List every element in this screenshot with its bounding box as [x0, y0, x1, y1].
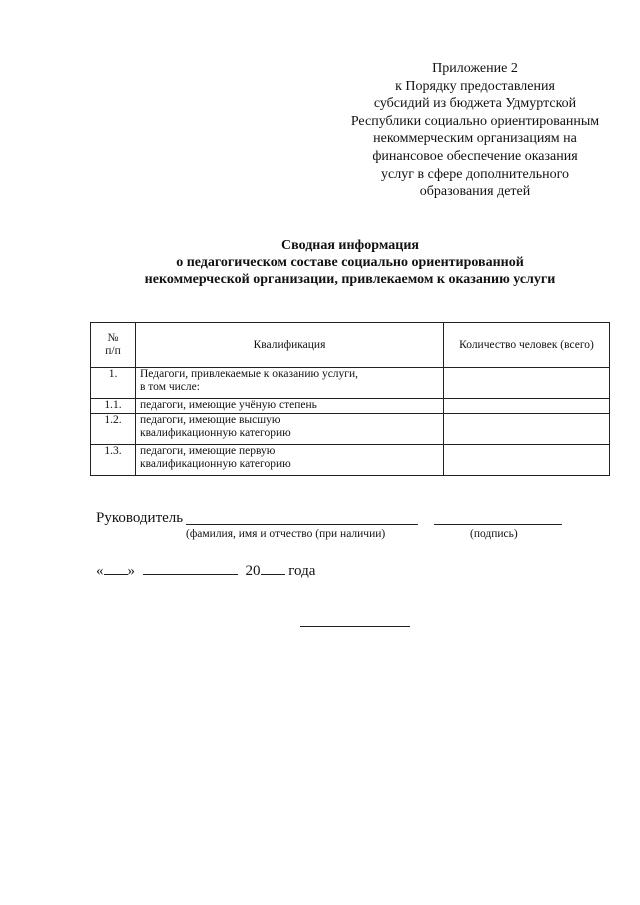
signature-field-line[interactable] — [434, 524, 562, 525]
row-num: 1.1. — [91, 399, 136, 414]
day-field-line[interactable] — [104, 561, 128, 575]
staff-table — [90, 322, 610, 476]
header-qualification: Квалификация — [136, 323, 444, 368]
title-line: некоммерческой организации, привлекаемом к оказанию услуги — [144, 272, 556, 287]
signature-hint: (подпись) — [470, 528, 518, 540]
month-field-line[interactable] — [143, 561, 238, 575]
year-suffix: года — [288, 563, 316, 579]
row-text-line: в том числе: — [140, 381, 200, 393]
date-open-quote: « — [96, 563, 104, 579]
title-line: о педагогическом составе социально ориентированной — [176, 255, 524, 270]
header-num-symbol: № — [107, 332, 119, 344]
row-count-cell[interactable] — [444, 445, 610, 476]
header-num-label: п/п — [105, 345, 121, 357]
row-count-cell[interactable] — [444, 399, 610, 414]
row-text-line: квалификационную категорию — [140, 427, 291, 439]
row-text-line: квалификационную категорию — [140, 458, 291, 470]
header-count: Количество человек (всего) — [444, 323, 610, 368]
row-qualification — [136, 445, 444, 476]
table-header-row — [91, 323, 610, 368]
row-qualification — [136, 399, 444, 414]
row-text-line: Педагоги, привлекаемые к оказанию услуги, — [140, 368, 359, 380]
row-text-line: педагоги, имеющие высшую — [140, 414, 281, 426]
row-text-line: педагоги, имеющие первую — [140, 445, 276, 457]
closing-divider — [300, 626, 410, 627]
header-num — [91, 323, 136, 368]
appendix-line: финансовое обеспечение оказания — [372, 148, 578, 164]
appendix-line: субсидий из бюджета Удмуртской — [373, 96, 577, 112]
row-num: 1. — [91, 368, 136, 399]
row-qualification — [136, 414, 444, 445]
year-field-line[interactable] — [261, 561, 285, 575]
name-hint: (фамилия, имя и отчество (при наличии) — [186, 528, 386, 540]
row-num: 1.2. — [91, 414, 136, 445]
year-prefix: 20 — [245, 563, 261, 579]
row-qualification — [136, 368, 444, 399]
table-row — [91, 399, 610, 414]
name-field-line[interactable] — [186, 524, 418, 525]
appendix-line: к Порядку предоставления — [395, 78, 555, 94]
appendix-header — [330, 60, 620, 201]
appendix-line: образования детей — [419, 184, 531, 200]
table-row — [91, 368, 610, 399]
date-close-quote: » — [127, 563, 135, 579]
table-row — [91, 414, 610, 445]
appendix-line: Приложение 2 — [432, 61, 518, 76]
appendix-line: некоммерческим организациям на — [373, 131, 577, 147]
row-count-cell[interactable] — [444, 368, 610, 399]
date-row — [96, 561, 315, 580]
title-line: Сводная информация — [281, 238, 419, 253]
appendix-line: Республики социально ориентированным — [350, 113, 600, 129]
appendix-line: услуг в сфере дополнительного — [381, 166, 569, 182]
document-title — [60, 237, 640, 288]
signature-label: Руководитель — [96, 510, 184, 526]
row-text-line: педагоги, имеющие учёную степень — [140, 399, 317, 411]
table-row — [91, 445, 610, 476]
row-count-cell[interactable] — [444, 414, 610, 445]
row-num: 1.3. — [91, 445, 136, 476]
